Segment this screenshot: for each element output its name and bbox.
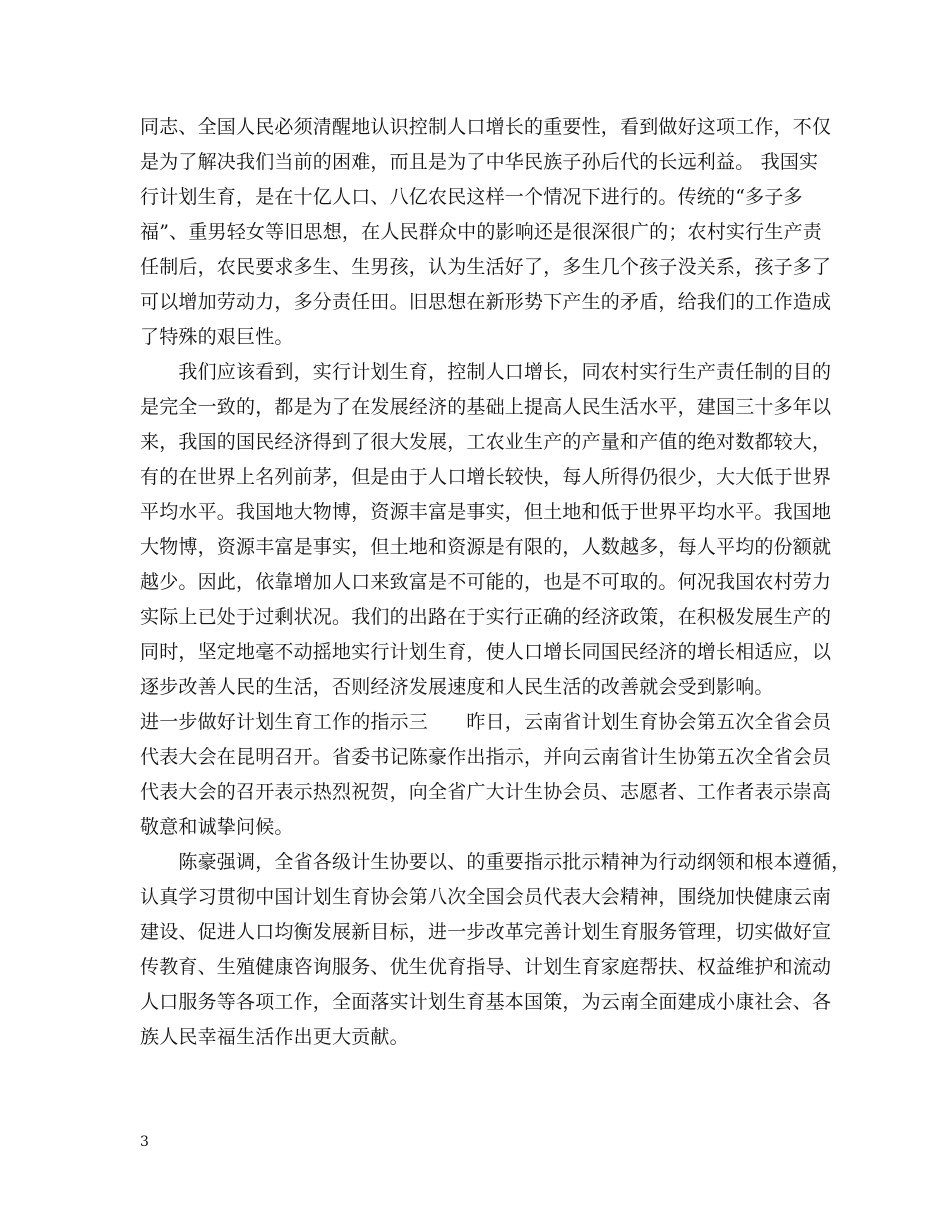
text-line: 代表大会的召开表示热烈祝贺，向全省广大计生协会员、志愿者、工作者表示崇高: [140, 781, 832, 803]
text-line: 福”、重男轻女等旧思想，在人民群众中的影响还是很深很广的；农村实行生产责: [140, 221, 822, 243]
text-line: 行计划生育，是在十亿人口、八亿农民这样一个情况下进行的。传统的“多子多: [140, 186, 803, 208]
text-line: 实际上已处于过剩状况。我们的出路在于实行正确的经济政策，在积极发展生产的: [140, 606, 832, 628]
text-line: 我们应该看到，实行计划生育，控制人口增长，同农村实行生产责任制的目的: [140, 361, 832, 383]
text-line: 代表大会在昆明召开。省委书记陈豪作出指示，并向云南省计生协第五次全省会员: [140, 746, 832, 768]
body-text: [140, 110, 851, 1055]
text-line: 族人民幸福生活作出更大贡献。: [140, 1026, 409, 1048]
page-number: 3: [140, 1134, 149, 1150]
text-line: 有的在世界上名列前茅，但是由于人口增长较快，每人所得仍很少，大大低于世界: [140, 466, 832, 488]
text-line: 敬意和诚挚问候。: [140, 816, 294, 838]
text-line: 传教育、生殖健康咨询服务、优生优育指导、计划生育家庭帮扶、权益维护和流动: [140, 956, 832, 978]
text-line: 同志、全国人民必须清醒地认识控制人口增长的重要性，看到做好这项工作，不仅: [140, 116, 832, 138]
text-line: 建设、促进人口均衡发展新目标，进一步改革完善计划生育服务管理，切实做好宣: [140, 921, 832, 943]
text-line: 任制后，农民要求多生、生男孩，认为生活好了，多生几个孩子没关系，孩子多了: [140, 256, 832, 278]
text-line: 是完全一致的，都是为了在发展经济的基础上提高人民生活水平，建国三十多年以: [140, 396, 832, 418]
text-line: 可以增加劳动力，多分责任田。旧思想在新形势下产生的矛盾，给我们的工作造成: [140, 291, 832, 313]
text-line: 了特殊的艰巨性。: [140, 326, 294, 348]
text-line: 陈豪强调，全省各级计生协要以、的重要指示批示精神为行动纲领和根本遵循，: [140, 851, 851, 873]
text-line: 越少。因此，依靠增加人口来致富是不可能的，也是不可取的。何况我国农村劳力: [140, 571, 832, 593]
text-line: 逐步改善人民的生活，否则经济发展速度和人民生活的改善就会受到影响。: [140, 676, 774, 698]
text-line: 认真学习贯彻中国计划生育协会第八次全国会员代表大会精神，围绕加快健康云南: [140, 886, 832, 908]
text-line: 进一步做好计划生育工作的指示三 昨日，云南省计划生育协会第五次全省会员: [140, 711, 832, 733]
text-line: 大物博，资源丰富是事实，但土地和资源是有限的，人数越多，每人平均的份额就: [140, 536, 832, 558]
text-line: 是为了解决我们当前的困难，而且是为了中华民族子孙后代的长远利益。 我国实: [140, 151, 819, 173]
text-line: 平均水平。我国地大物博，资源丰富是事实，但土地和低于世界平均水平。我国地: [140, 501, 832, 523]
text-line: 同时，坚定地毫不动摇地实行计划生育，使人口增长同国民经济的增长相适应，以: [140, 641, 832, 663]
text-line: 来，我国的国民经济得到了很大发展，工农业生产的产量和产值的绝对数都较大，: [140, 431, 832, 453]
text-line: 人口服务等各项工作，全面落实计划生育基本国策，为云南全面建成小康社会、各: [140, 991, 832, 1013]
